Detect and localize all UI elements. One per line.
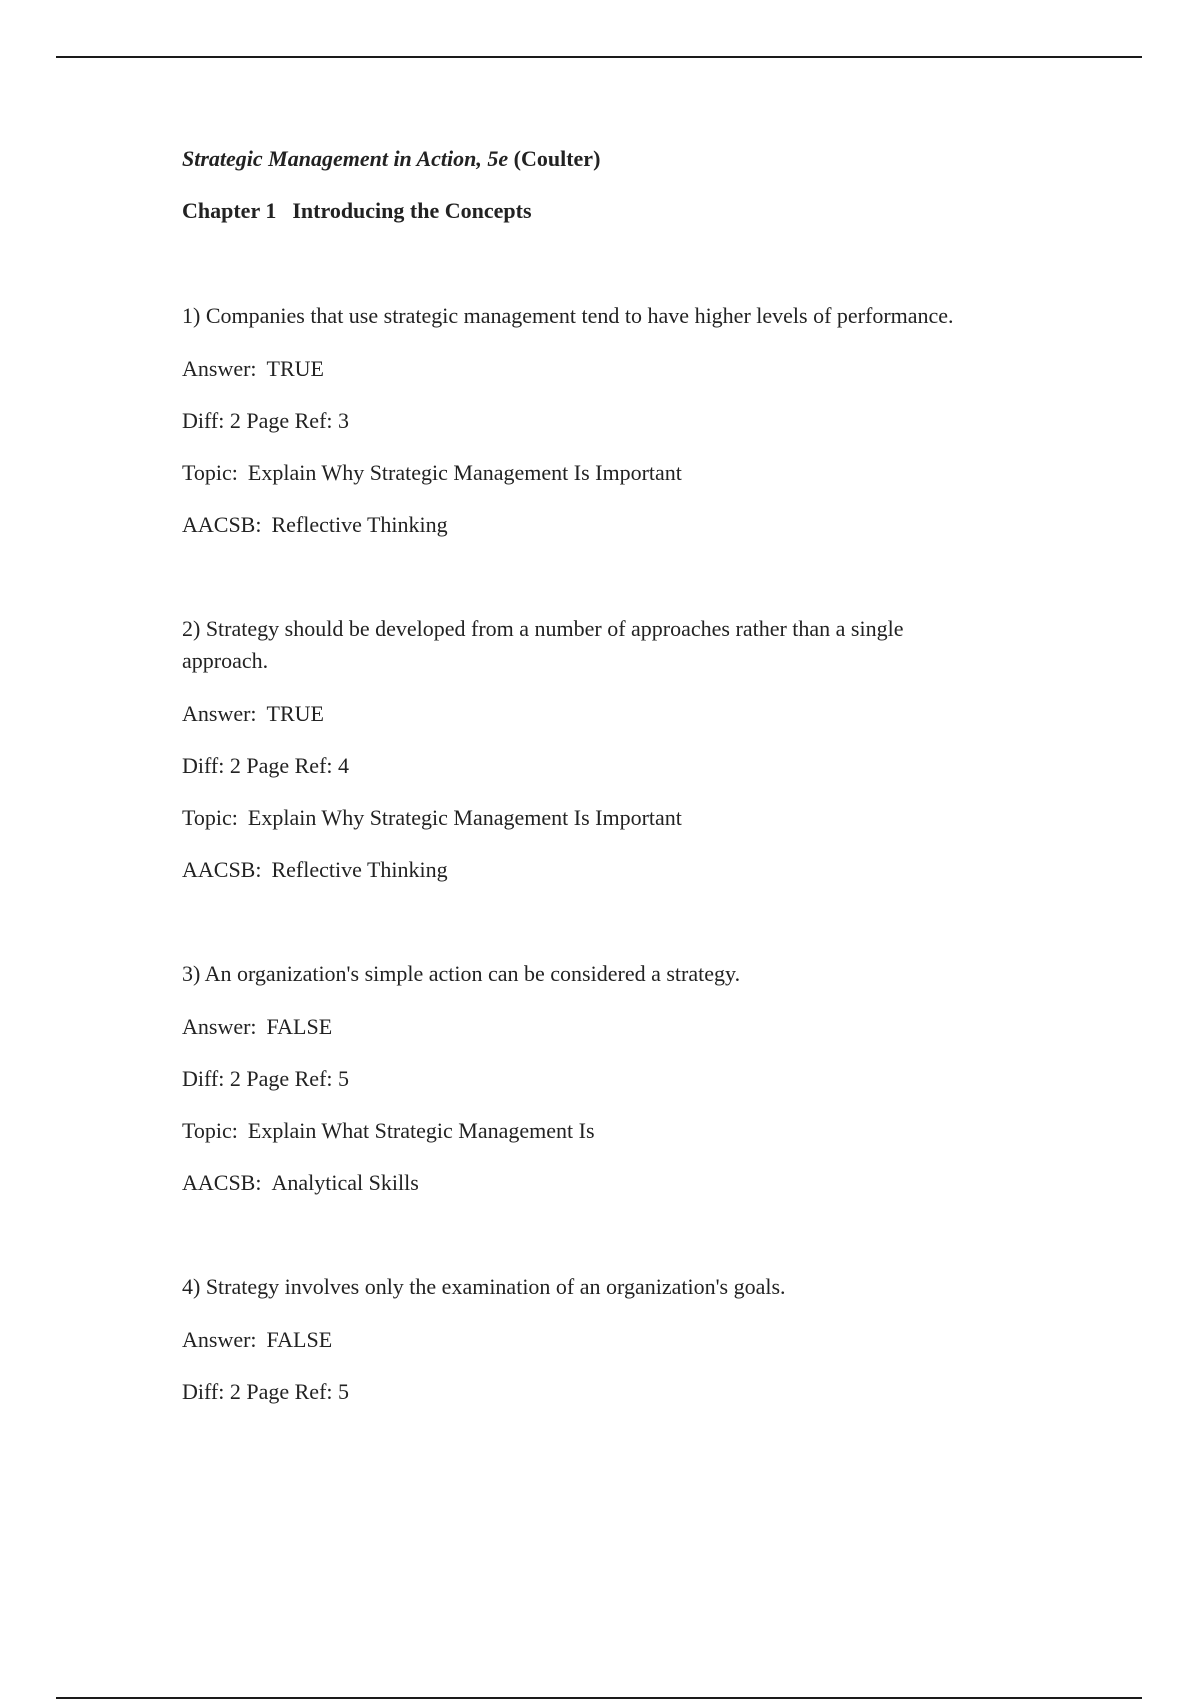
answer-label: Answer: xyxy=(182,701,257,726)
aacsb-label: AACSB: xyxy=(182,512,262,537)
answer-line xyxy=(182,1325,1062,1355)
topic-label: Topic: xyxy=(182,1118,238,1143)
aacsb-value: Reflective Thinking xyxy=(271,857,448,882)
book-title-line xyxy=(182,144,1062,174)
diff-line: Diff: 2 Page Ref: 3 xyxy=(182,408,350,433)
answer-label: Answer: xyxy=(182,356,257,381)
diff-line: Diff: 2 Page Ref: 5 xyxy=(182,1379,350,1404)
answer-label: Answer: xyxy=(182,1327,257,1352)
chapter-title: Introducing the Concepts xyxy=(292,198,532,223)
book-title: Strategic Management in Action, 5e xyxy=(182,146,509,171)
diff-line: Diff: 2 Page Ref: 5 xyxy=(182,1066,350,1091)
topic-line xyxy=(182,458,1062,488)
bottom-divider xyxy=(56,1697,1142,1699)
answer-value: TRUE xyxy=(266,701,324,726)
answer-line xyxy=(182,354,1062,384)
topic-label: Topic: xyxy=(182,460,238,485)
author: (Coulter) xyxy=(513,146,601,171)
aacsb-line xyxy=(182,510,1062,540)
aacsb-line xyxy=(182,855,1062,885)
top-divider xyxy=(56,56,1142,58)
answer-value: FALSE xyxy=(266,1014,333,1039)
question-text: 4) Strategy involves only the examination of an organization's goals. xyxy=(182,1274,786,1299)
aacsb-label: AACSB: xyxy=(182,1170,262,1195)
aacsb-value: Analytical Skills xyxy=(271,1170,419,1195)
answer-label: Answer: xyxy=(182,1014,257,1039)
chapter-heading xyxy=(182,196,1062,226)
answer-value: TRUE xyxy=(266,356,324,381)
page-content xyxy=(182,144,1062,1407)
question-4 xyxy=(182,1271,1062,1407)
answer-value: FALSE xyxy=(266,1327,333,1352)
aacsb-value: Reflective Thinking xyxy=(271,512,448,537)
topic-value: Explain Why Strategic Management Is Important xyxy=(247,805,682,830)
answer-line xyxy=(182,699,1062,729)
question-text: 3) An organization's simple action can be considered a strategy. xyxy=(182,961,741,986)
aacsb-line xyxy=(182,1168,1062,1198)
answer-line xyxy=(182,1012,1062,1042)
topic-line xyxy=(182,1116,1062,1146)
diff-line: Diff: 2 Page Ref: 4 xyxy=(182,753,350,778)
topic-label: Topic: xyxy=(182,805,238,830)
question-2 xyxy=(182,613,1062,885)
question-1 xyxy=(182,300,1062,540)
question-3 xyxy=(182,958,1062,1198)
topic-value: Explain Why Strategic Management Is Important xyxy=(247,460,682,485)
question-text: 2) Strategy should be developed from a number of approaches rather than a single approach. xyxy=(182,616,904,673)
topic-line xyxy=(182,803,1062,833)
aacsb-label: AACSB: xyxy=(182,857,262,882)
topic-value: Explain What Strategic Management Is xyxy=(247,1118,595,1143)
chapter-number: Chapter 1 xyxy=(182,198,277,223)
question-text: 1) Companies that use strategic management tend to have higher levels of performance. xyxy=(182,303,954,328)
